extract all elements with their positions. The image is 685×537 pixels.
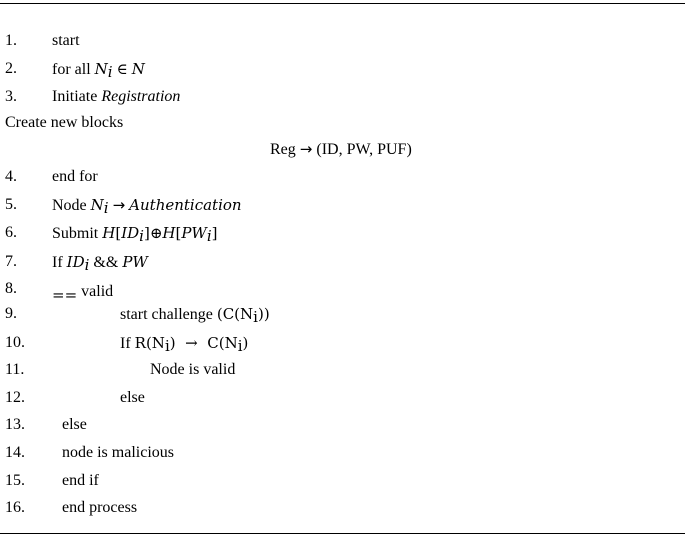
equation	[270, 138, 412, 161]
valid-term: valid	[81, 283, 114, 300]
subscript: i	[164, 337, 170, 355]
arrow-symbol: →	[299, 140, 313, 158]
hash-h: H	[162, 224, 176, 242]
line-number: 8.	[5, 280, 17, 297]
challenge-expr: (C(N	[216, 305, 254, 323]
step-text	[52, 194, 242, 217]
line-number: 12.	[5, 389, 25, 406]
step-text: start	[52, 32, 80, 49]
line-number: 2.	[5, 60, 17, 77]
node-var: N	[90, 196, 104, 214]
id-var: ID	[66, 253, 85, 271]
registration-term: Registration	[101, 88, 181, 105]
authentication-term: Authentication	[129, 196, 242, 214]
id-var: ID	[121, 224, 140, 242]
arrow-symbol: →	[112, 196, 126, 214]
keyword: for all	[52, 61, 91, 78]
response-close: )	[242, 334, 249, 352]
element-of-symbol: ∈	[116, 60, 128, 78]
line-number: 1.	[5, 32, 17, 49]
node-var: N	[94, 60, 108, 78]
line-number: 5.	[5, 196, 17, 213]
line-number: 13.	[5, 416, 25, 433]
line-number: 9.	[5, 305, 17, 322]
line-number: 11.	[5, 361, 25, 378]
step-text: end if	[62, 472, 99, 489]
subscript: i	[139, 227, 144, 245]
keyword: Initiate	[52, 88, 98, 105]
keyword: Node	[52, 197, 87, 214]
keyword: If	[52, 254, 63, 271]
xor-symbol: ⊕	[149, 224, 163, 242]
step-text	[120, 303, 270, 326]
step-text: Node is valid	[150, 361, 236, 378]
step-text: Create new blocks	[5, 114, 124, 131]
reg-tuple: (ID, PW, PUF)	[316, 141, 412, 158]
subscript: i	[103, 199, 109, 217]
subscript: i	[206, 227, 212, 245]
line-number: 4.	[5, 168, 17, 185]
step-text: end process	[62, 499, 138, 516]
step-text: node is malicious	[62, 444, 174, 461]
subscript: i	[253, 308, 258, 326]
and-operator: &&	[93, 254, 119, 271]
step-text	[52, 251, 148, 274]
challenge-close: ))	[257, 305, 270, 323]
line-number: 15.	[5, 472, 25, 489]
bottom-rule	[0, 533, 685, 534]
line-number: 6.	[5, 224, 17, 241]
subscript: i	[237, 337, 243, 355]
line-number: 3.	[5, 88, 17, 105]
hash-h: H	[102, 224, 116, 242]
top-rule	[0, 3, 685, 4]
response-arrow: ) → C(N	[169, 334, 238, 352]
response-expr: R(N	[134, 334, 165, 352]
step-text: end for	[52, 168, 98, 185]
keyword: Submit	[52, 225, 99, 242]
step-text	[52, 86, 180, 108]
pw-var: PW	[122, 253, 148, 271]
subscript: i	[107, 63, 113, 81]
reg-label: Reg	[270, 141, 296, 158]
subscript: i	[84, 256, 90, 274]
step-text: else	[62, 416, 87, 433]
line-number: 7.	[5, 253, 17, 270]
pw-var: PW	[181, 224, 207, 242]
step-text	[52, 58, 145, 81]
step-text	[52, 284, 113, 307]
step-text	[120, 332, 248, 355]
step-text: else	[120, 389, 145, 406]
equals-operator: ==	[52, 286, 78, 304]
keyword: If	[120, 335, 131, 352]
set-var: N	[131, 60, 145, 78]
line-number: 10.	[5, 334, 25, 351]
line-number: 14.	[5, 444, 25, 461]
line-number: 16.	[5, 499, 25, 516]
step-text: Submit $H[ID_i]\oplus H[PW_i]$	[52, 224, 218, 245]
keyword: start challenge	[120, 306, 213, 323]
